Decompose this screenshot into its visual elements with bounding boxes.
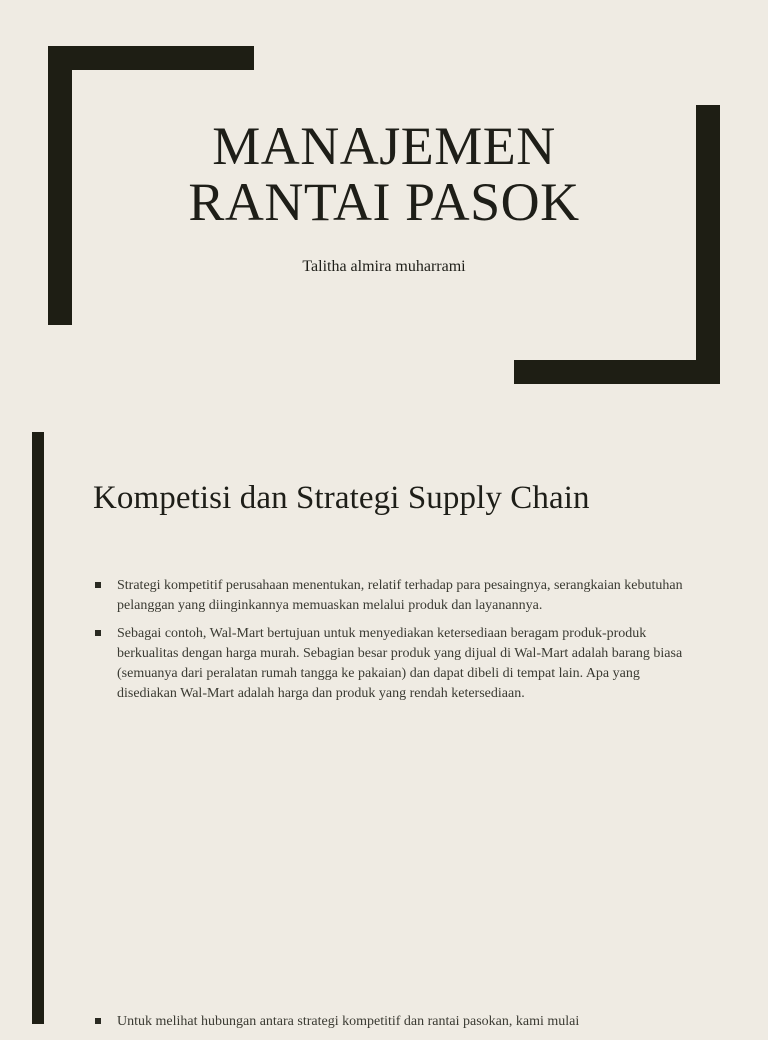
title-line-1: MANAJEMEN: [212, 116, 556, 176]
square-bullet-icon: [95, 1018, 101, 1024]
square-bullet-icon: [95, 630, 101, 636]
content-slide: [0, 432, 768, 868]
left-accent-bar: [32, 866, 44, 1024]
presentation-subtitle: Talitha almira muharrami: [302, 258, 466, 275]
list-item: [93, 576, 693, 616]
list-item: [93, 624, 693, 704]
title-slide: [0, 0, 768, 420]
corner-frame-bottom-right-horizontal: [514, 360, 720, 384]
bullet-list: [93, 1012, 693, 1040]
bullet-text: Strategi kompetitif perusahaan menentukan, relatif terhadap para pesaingnya, serangkaian kebutuhan pelanggan yang diinginkannya memuaskan melalui produk dan layanannya.: [117, 578, 683, 613]
slide-heading: Kompetisi dan Strategi Supply Chain: [93, 480, 590, 516]
left-accent-bar: [32, 432, 44, 868]
continuation-slide: [0, 866, 768, 1029]
presentation-title: [0, 118, 768, 230]
bullet-list: [93, 576, 693, 712]
list-item: [93, 1012, 693, 1032]
corner-frame-top-left-horizontal: [48, 46, 254, 70]
square-bullet-icon: [95, 582, 101, 588]
title-line-2: RANTAI PASOK: [188, 172, 580, 232]
bullet-text: Sebagai contoh, Wal-Mart bertujuan untuk menyediakan ketersediaan beragam produk-produk berkualitas dengan harga murah. Sebagian besar produk yang dijual di Wal-Mart adalah barang biasa (semuanya dari peralatan rumah tangga ke pakaian) dan dapat dibeli di tempat lain. Apa yang disediakan Wal-Mart adalah harga dan produk yang rendah ketersediaan.: [117, 626, 683, 701]
bullet-text: Untuk melihat hubungan antara strategi kompetitif dan rantai pasokan, kami mulai: [117, 1014, 580, 1029]
